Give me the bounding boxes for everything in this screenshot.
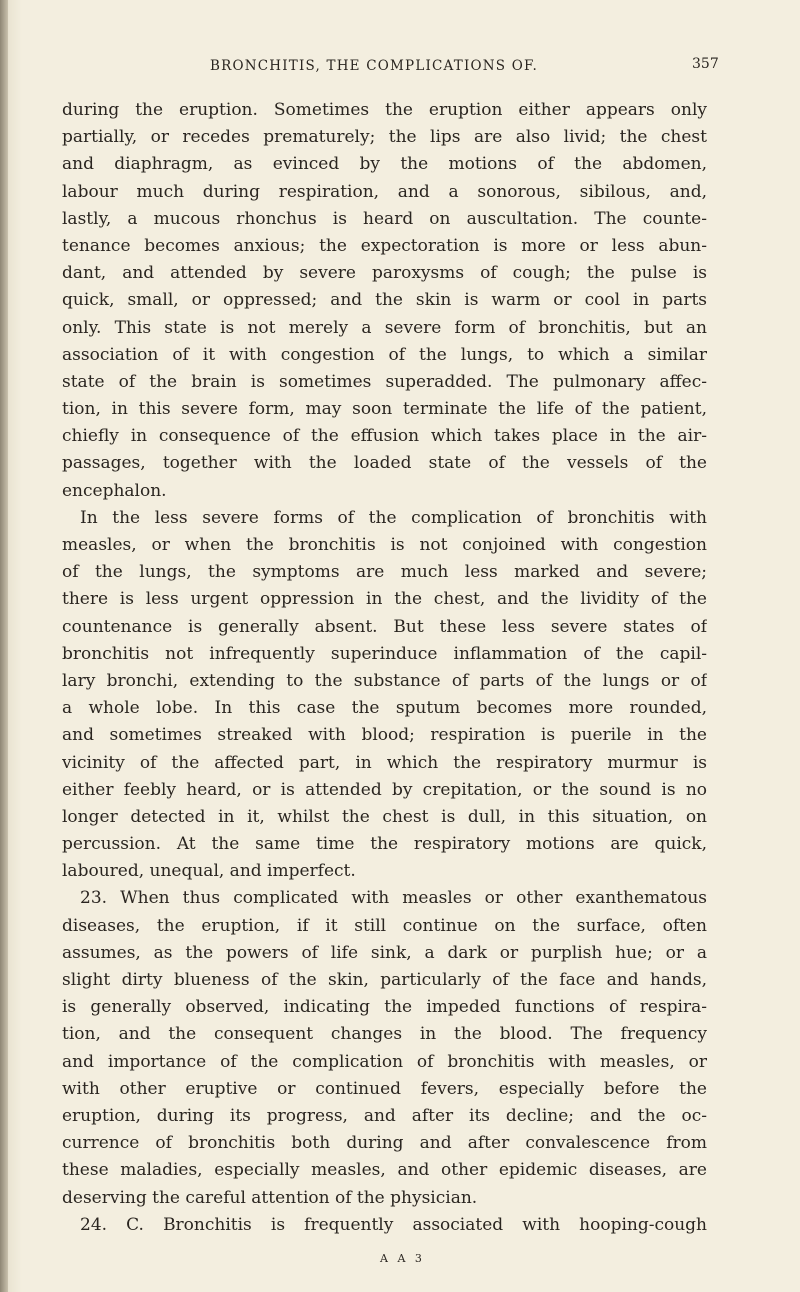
text-line: longer detected in it, whilst the chest is dull, in this situation, on — [62, 806, 707, 827]
text-line: percussion. At the same time the respiratory motions are quick, — [62, 834, 707, 855]
page-number: 357 — [692, 56, 719, 72]
text-line: either feebly heard, or is attended by crepitation, or the sound is no — [62, 779, 707, 800]
page-binding-shadow — [0, 0, 8, 1292]
text-line: eruption, during its progress, and after its decline; and the oc- — [62, 1105, 707, 1126]
text-line: of the lungs, the symptoms are much less marked and severe; — [62, 562, 707, 583]
text-line: deserving the careful attention of the physician. — [62, 1187, 478, 1208]
text-line: lary bronchi, extending to the substance of parts of the lungs or of — [62, 670, 707, 691]
text-line: tenance becomes anxious; the expectoration is more or less abun- — [62, 235, 707, 256]
text-line: a whole lobe. In this case the sputum becomes more rounded, — [62, 698, 707, 719]
text-line: assumes, as the powers of life sink, a dark or purplish hue; or a — [62, 942, 707, 963]
text-line: with other eruptive or continued fevers, especially before the — [62, 1078, 707, 1099]
text-line: only. This state is not merely a severe form of bronchitis, but an — [62, 317, 707, 338]
text-line: chiefly in consequence of the effusion which takes place in the air- — [62, 426, 707, 447]
text-line: passages, together with the loaded state of the vessels of the — [62, 453, 707, 474]
text-line: during the eruption. Sometimes the eruption either appears only — [62, 100, 707, 120]
text-line: and sometimes streaked with blood; respiration is puerile in the — [62, 725, 707, 746]
text-line: quick, small, or oppressed; and the skin is warm or cool in parts — [62, 290, 707, 311]
text-line: bronchitis not infrequently superinduce inflammation of the capil- — [62, 643, 707, 664]
text-line: 23. When thus complicated with measles or other exanthematous — [80, 888, 707, 909]
text-line: vicinity of the affected part, in which the respiratory murmur is — [62, 752, 707, 773]
text-line: laboured, unequal, and imperfect. — [62, 861, 356, 882]
text-line: state of the brain is sometimes superadded. The pulmonary affec- — [62, 371, 707, 392]
body-text — [62, 97, 707, 1239]
text-line: lastly, a mucous rhonchus is heard on auscultation. The counte- — [62, 208, 707, 229]
text-line: and importance of the complication of bronchitis with measles, or — [62, 1051, 707, 1072]
text-line: tion, and the consequent changes in the blood. The frequency — [62, 1024, 707, 1045]
text-line: diseases, the eruption, if it still continue on the surface, often — [62, 915, 707, 936]
text-line: dant, and attended by severe paroxysms of cough; the pulse is — [62, 263, 707, 284]
text-line: measles, or when the bronchitis is not conjoined with congestion — [62, 535, 707, 555]
signature-mark: A A 3 — [380, 1252, 425, 1265]
text-line: tion, in this severe form, may soon terminate the life of the patient, — [62, 399, 707, 420]
text-line: 24. C. Bronchitis is frequently associated with hooping-cough — [80, 1214, 707, 1235]
text-line: association of it with congestion of the lungs, to which a similar — [62, 344, 707, 365]
text-line: slight dirty blueness of the skin, particularly of the face and hands, — [62, 970, 707, 990]
text-line: encephalon. — [62, 480, 167, 501]
text-line: currence of bronchitis both during and after convalescence from — [62, 1133, 707, 1154]
text-line: In the less severe forms of the complication of bronchitis with — [80, 507, 707, 528]
text-line: partially, or recedes prematurely; the lips are also livid; the chest — [62, 127, 707, 148]
text-line: there is less urgent oppression in the chest, and the lividity of the — [62, 589, 707, 610]
text-line: and diaphragm, as evinced by the motions of the abdomen, — [62, 154, 707, 175]
text-line: is generally observed, indicating the impeded functions of respira- — [62, 997, 707, 1018]
running-head: BRONCHITIS, THE COMPLICATIONS OF. — [210, 58, 538, 74]
text-line: these maladies, especially measles, and other epidemic diseases, are — [62, 1160, 707, 1181]
page-header — [0, 58, 800, 80]
text-line: countenance is generally absent. But these less severe states of — [62, 616, 707, 637]
text-line: labour much during respiration, and a sonorous, sibilous, and, — [62, 181, 707, 202]
